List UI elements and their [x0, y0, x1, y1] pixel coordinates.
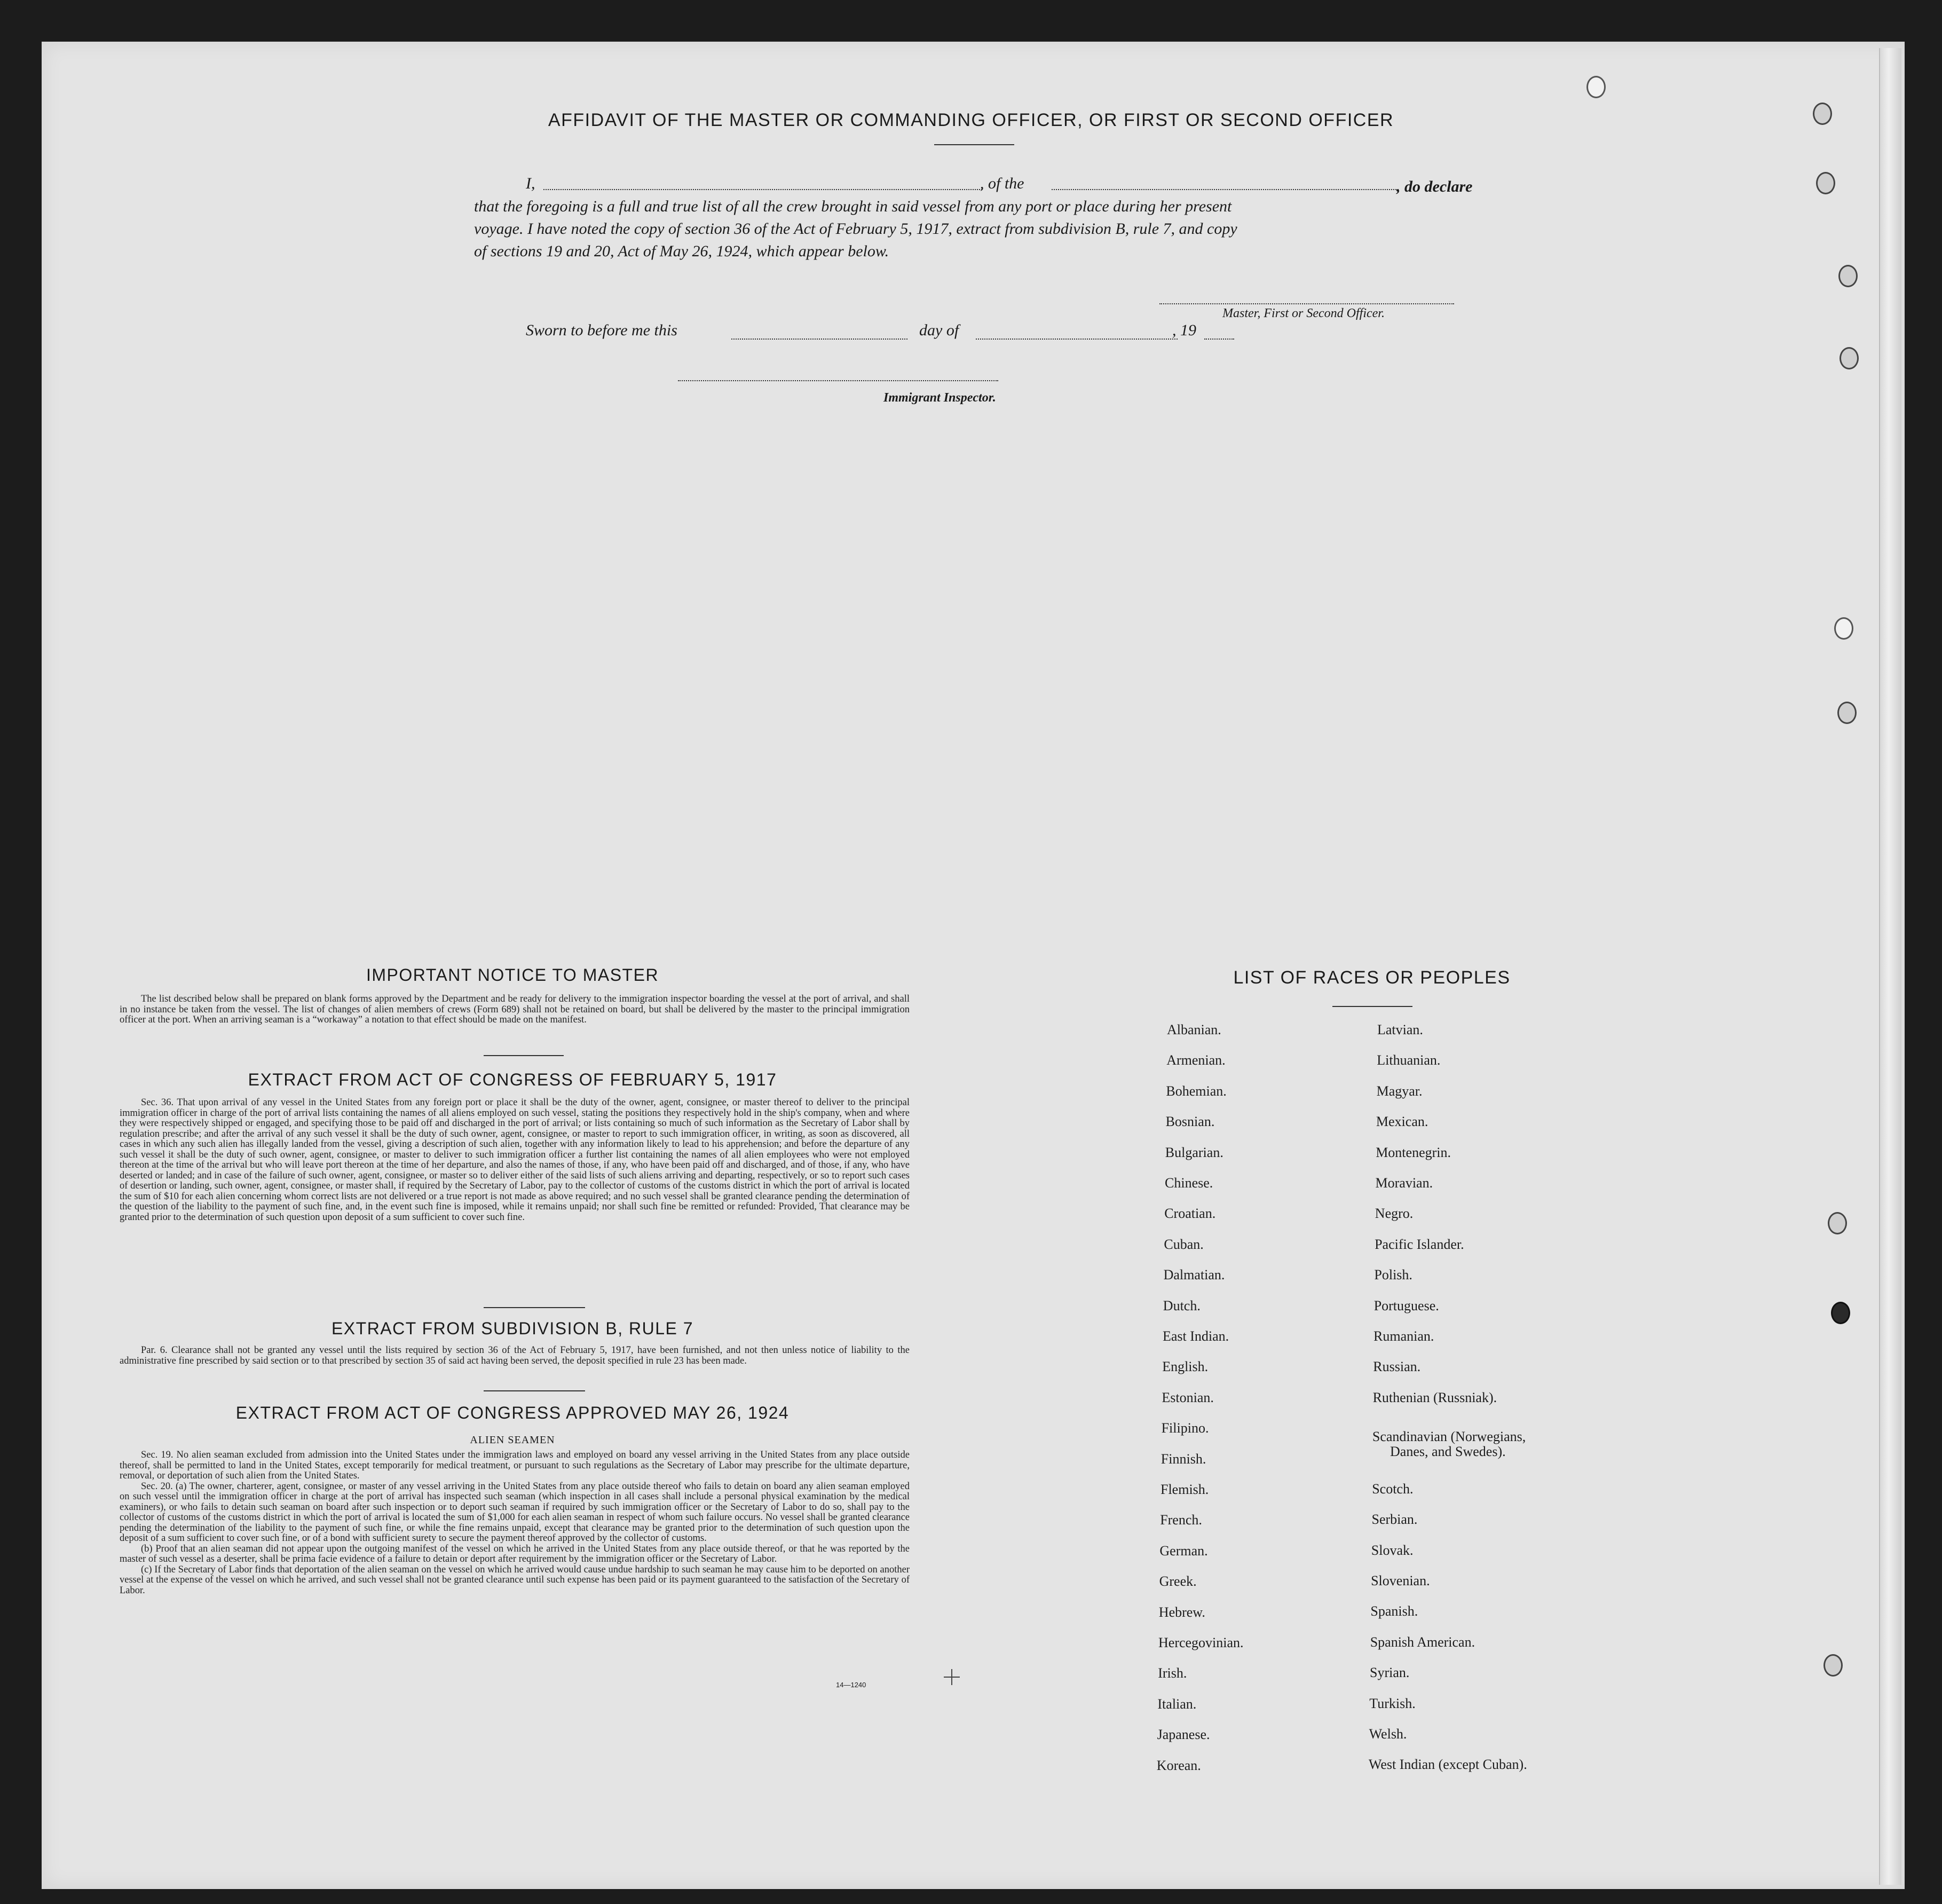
affidavit-line-2: voyage. I have noted the copy of section 36 of the Act of February 5, 1917, extract from subdivision B, rule 7, and copy [474, 220, 1237, 238]
section-36-paragraph: Sec. 36. That upon arrival of any vessel in the United States from any foreign port or place it shall be the duty of the owner, agent, consignee, or master thereof to deliver to the principal immigration officer in charge of the port of arrival lists containing the names of all aliens employed on such vessel, stating the positions they respectively hold in the ship's company, when and where they were respectively shipped or engaged, and specifying those to be paid off and discharged in the port of arrival; or lists containing so much of such information as the Secretary of Labor shall by regulation prescribe; and after the arrival of any such vessel it shall be the duty of such owner, agent, consignee, or master to report to such immigration officer, in writing, as soon as discovered, all cases in which any such alien has illegally landed from the vessel, giving a description of such alien, together with any information likely to lead to his apprehension; and before the departure of any such vessel it shall be the duty of such owner, agent, consignee, or master to deliver to such immigration officer a further list containing the names of all alien employees who were not employed thereon at the time of the arrival but who will leave port thereon at the time of her departure, and also the names of those, if any, who have been paid off and discharged, and of those, if any, who have deserted or landed; and in case of the failure of such owner, agent, consignee, or master so to deliver either of the said lists of such aliens arriving and departing, respectively, or so to report such cases of desertion or landing, such owner, agent, consignee, or master shall, if required by the Secretary of Labor, pay to the collector of customs of the customs district in which the port of arrival is located the sum of $10 for each alien concerning whom correct lists are not delivered or a true report is not made as above required; and no such vessel shall be granted clearance pending the determination of the question of the liability to the payment of such fine, and, in the event such fine is imposed, while it remains unpaid; nor shall such fine be remitted or refunded: Provided, That clearance may be granted prior to the determination of such question upon deposit of a sum sufficient to cover such fine. [120, 1097, 910, 1223]
extract-1924-text [120, 1450, 910, 1596]
race-item: Moravian. [1375, 1175, 1433, 1191]
race-item: Finnish. [1161, 1451, 1206, 1467]
vessel-name-field[interactable] [1052, 189, 1399, 190]
affidavit-do-declare-label: , do declare [1396, 178, 1473, 195]
form-number: 14—1240 [836, 1681, 866, 1689]
race-item: Slovenian. [1371, 1573, 1430, 1589]
affidavit-line-1: that the foregoing is a full and true list of all the crew brought in said vessel from any port or place during her present [474, 198, 1232, 215]
race-item: Chinese. [1165, 1175, 1213, 1191]
divider [484, 1307, 585, 1308]
race-item: Rumanian. [1373, 1328, 1434, 1344]
inspector-signature-field[interactable] [678, 380, 998, 381]
binder-hole-icon [1831, 1302, 1850, 1324]
divider [484, 1390, 585, 1391]
affidavit-title: AFFIDAVIT OF THE MASTER OR COMMANDING OFFICER, OR FIRST OR SECOND OFFICER [548, 110, 1394, 130]
sworn-label: Sworn to before me this [526, 321, 677, 339]
par-6-paragraph: Par. 6. Clearance shall not be granted any vessel until the lists required by section 36 of the Act of February 5, 1917, have been furnished, and not then unless notice of liability to the administrative fine prescribed by said section or to that prescribed by section 35 of said act having been served, the deposit specified in rule 23 has been made. [120, 1345, 910, 1366]
race-item: Japanese. [1157, 1727, 1210, 1743]
section-20c-paragraph: (c) If the Secretary of Labor finds that deportation of the alien seaman on the vessel on which he arrived would cause undue hardship to such seaman he may cause him to be deported on another vessel at the expense of the vessel on which he arrived, and such vessel shall not be granted clearance until such expense has been paid or its payment guaranteed to the satisfaction of the Secretary of Labor. [120, 1564, 910, 1596]
race-item: Armenian. [1166, 1052, 1226, 1068]
binder-hole-icon [1586, 76, 1606, 98]
notice-text [120, 994, 910, 1026]
race-item: Croatian. [1164, 1206, 1216, 1222]
race-item: Welsh. [1369, 1726, 1407, 1742]
sworn-day-field[interactable] [731, 339, 907, 340]
races-title: LIST OF RACES OR PEOPLES [1233, 967, 1511, 988]
race-item: Estonian. [1162, 1389, 1214, 1405]
race-item: Scandinavian (Norwegians, [1372, 1428, 1526, 1444]
race-item: Irish. [1158, 1665, 1187, 1681]
race-item: Hercegovinian. [1158, 1635, 1244, 1650]
divider [934, 144, 1014, 145]
race-item: Slovak. [1371, 1542, 1414, 1558]
race-item: Montenegrin. [1376, 1144, 1451, 1160]
race-item: Bulgarian. [1165, 1144, 1223, 1160]
affidavit-of-the-label: , of the [980, 175, 1024, 192]
race-item: West Indian (except Cuban). [1368, 1757, 1527, 1773]
race-item: Serbian. [1371, 1512, 1418, 1528]
day-of-label: day of [919, 321, 959, 339]
race-item: East Indian. [1163, 1328, 1229, 1344]
extract-1917-title: EXTRACT FROM ACT OF CONGRESS OF FEBRUARY 5, 1917 [248, 1070, 777, 1089]
race-item: German. [1159, 1543, 1208, 1559]
extract-rule7-title: EXTRACT FROM SUBDIVISION B, RULE 7 [331, 1319, 694, 1338]
race-item: Hebrew. [1158, 1604, 1205, 1620]
notice-paragraph: The list described below shall be prepared on blank forms approved by the Department and be ready for delivery to the immigration inspector boarding the vessel at the port of arrival, and shall in no instance be taken from the vessel. The list of changes of alien members of crews (Form 689) shall not be retained on board, but shall be delivered by the master to the principal immigration officer at the port. When an arriving seaman is a “workaway” a notation to that effect should be made on the manifest. [120, 994, 910, 1025]
race-item: Latvian. [1377, 1022, 1423, 1037]
race-item: Italian. [1157, 1696, 1197, 1712]
race-item: Magyar. [1376, 1083, 1423, 1099]
section-20a-paragraph: Sec. 20. (a) The owner, charterer, agent, consignee, or master of any vessel arriving in the United States from any place outside thereof who fails to detain on board any alien seaman employed on such vessel until the immigration officer in charge at the port of arrival has inspected such seaman (which inspection in all cases shall include a personal physical examination by the medical examiners), or who fails to detain such seaman on board after such inspection or to deport such seaman if required by such immigration officer or the Secretary of Labor to do so, shall pay to the collector of customs of the customs district in which the port of arrival is located the sum of $1,000 for each alien seaman in respect of whom such failure occurs. No vessel shall be granted clearance pending the determination of the liability to the payment of such fine, or while the fine remains unpaid, except that clearance may be granted prior to the determination of such question upon the deposit of a sum sufficient to cover such fine, or of a bond with sufficient surety to secure the payment thereof approved by the collector of customs. [120, 1481, 910, 1544]
race-item: Negro. [1375, 1206, 1414, 1222]
race-item: Spanish. [1370, 1603, 1418, 1619]
race-item: English. [1162, 1359, 1209, 1375]
race-item: Bosnian. [1165, 1114, 1215, 1130]
divider [1332, 1006, 1412, 1007]
binder-hole-icon [1816, 172, 1835, 194]
affidavit-i-label: I, [526, 175, 535, 192]
sworn-year-field[interactable] [1204, 339, 1234, 340]
race-item: Cuban. [1164, 1236, 1204, 1252]
extract-1917-text [120, 1098, 910, 1223]
alien-seamen-subtitle: ALIEN SEAMEN [470, 1434, 555, 1446]
master-signature-field[interactable] [1159, 303, 1454, 304]
race-item: Danes, and Swedes). [1390, 1444, 1506, 1459]
race-item: Polish. [1374, 1267, 1412, 1283]
year-label: , 19 [1172, 321, 1196, 339]
race-item: Turkish. [1369, 1695, 1416, 1711]
race-item: Scotch. [1372, 1481, 1414, 1497]
binder-hole-icon [1828, 1212, 1847, 1234]
race-item: Dalmatian. [1163, 1267, 1225, 1283]
race-item: Mexican. [1376, 1114, 1428, 1130]
sworn-month-field[interactable] [976, 339, 1178, 340]
page-edge-right [1879, 48, 1901, 1885]
race-item: Dutch. [1163, 1297, 1201, 1313]
master-name-field[interactable] [543, 189, 982, 190]
affidavit-line-3: of sections 19 and 20, Act of May 26, 1924, which appear below. [474, 242, 889, 260]
inspector-label: Immigrant Inspector. [883, 391, 996, 405]
master-signature-label: Master, First or Second Officer. [1222, 306, 1385, 320]
race-item: Spanish American. [1370, 1634, 1475, 1650]
race-item: Greek. [1159, 1573, 1197, 1590]
extract-1924-title: EXTRACT FROM ACT OF CONGRESS APPROVED MAY 26, 1924 [235, 1403, 790, 1422]
registration-mark-icon [944, 1669, 960, 1685]
race-item: Syrian. [1370, 1665, 1410, 1681]
race-item: Portuguese. [1373, 1297, 1439, 1313]
binder-hole-icon [1840, 347, 1859, 369]
race-item: Ruthenian (Russniak). [1372, 1389, 1497, 1405]
race-item: Albanian. [1167, 1022, 1221, 1037]
divider [484, 1055, 564, 1056]
binder-hole-icon [1823, 1654, 1843, 1677]
extract-rule7-text [120, 1346, 910, 1366]
binder-hole-icon [1834, 617, 1853, 640]
notice-title: IMPORTANT NOTICE TO MASTER [366, 965, 659, 985]
binder-hole-icon [1837, 702, 1857, 724]
race-item: Korean. [1156, 1757, 1201, 1773]
section-19-paragraph: Sec. 19. No alien seaman excluded from admission into the United States under the immigration laws and employed on board any vessel arriving in the United States from any place outside thereof, shall be permitted to land in the United States, except temporarily for medical treatment, or pursuant to such regulations as the Secretary of Labor may prescribe for the ultimate departure, removal, or deportation of such alien from the United States. [120, 1450, 910, 1481]
race-item: Lithuanian. [1377, 1052, 1441, 1068]
section-20b-paragraph: (b) Proof that an alien seaman did not appear upon the outgoing manifest of the vessel on which he arrived in the United States from any place outside thereof, or that he was reported by the master of such vessel as a deserter, shall be prima facie evidence of a failure to detain or deport after requirement by the immigration officer or the Secretary of Labor. [120, 1543, 910, 1564]
race-item: Pacific Islander. [1375, 1236, 1464, 1252]
race-item: Bohemian. [1166, 1083, 1227, 1099]
race-item: French. [1160, 1512, 1202, 1528]
race-item: Filipino. [1161, 1420, 1209, 1436]
race-item: Russian. [1373, 1359, 1421, 1375]
race-item: Flemish. [1161, 1482, 1209, 1497]
binder-hole-icon [1838, 265, 1858, 287]
